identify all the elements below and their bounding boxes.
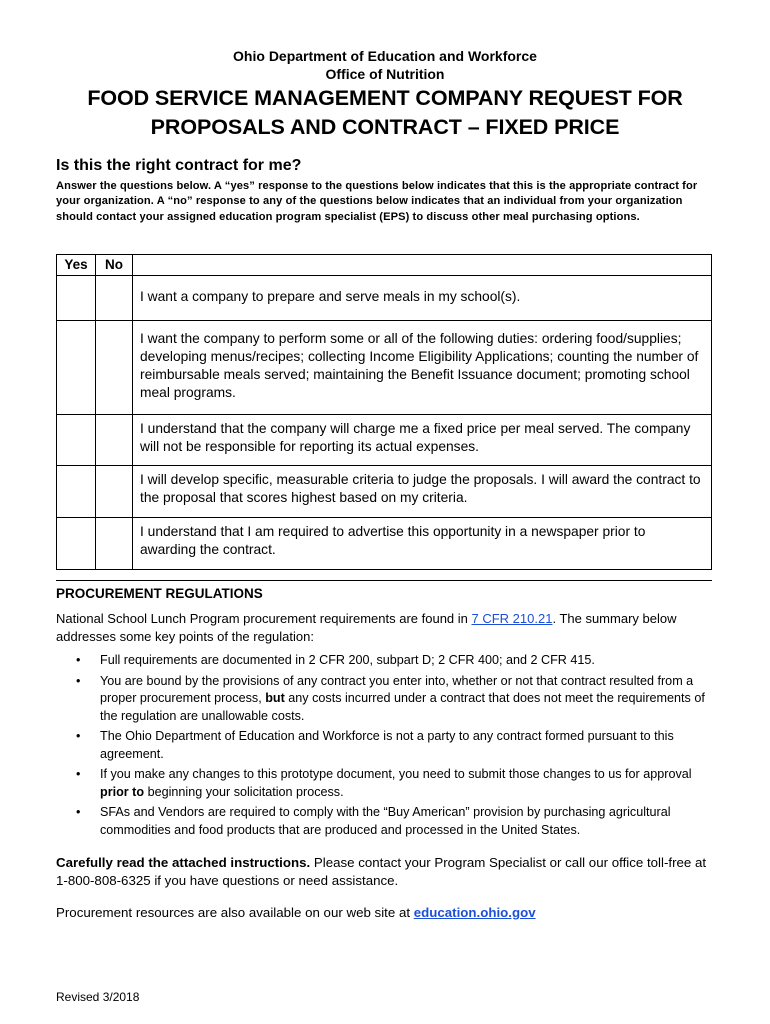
instructions-emphasis: Carefully read the attached instructions. [56, 855, 311, 870]
bullet-icon: • [76, 767, 81, 781]
no-checkbox[interactable] [96, 466, 133, 518]
eligibility-checklist [56, 254, 712, 570]
cfr-link[interactable]: 7 CFR 210.21 [471, 611, 553, 626]
table-row [57, 518, 712, 570]
checklist-header-row [57, 255, 712, 276]
no-column-header: No [96, 255, 133, 276]
yes-checkbox[interactable] [57, 276, 96, 321]
section-divider [56, 580, 712, 581]
instructions-note [56, 854, 721, 889]
bullet-text-end: beginning your solicitation process. [144, 784, 344, 799]
yes-checkbox[interactable] [57, 321, 96, 415]
statement-column-header [133, 255, 712, 276]
table-row [57, 466, 712, 518]
agency-header [0, 47, 770, 83]
table-row [57, 321, 712, 415]
bullet-text: You are bound by the provisions of any contract you enter into, whether or not that contract resulted from a proper procurement process, [100, 673, 694, 705]
website-link[interactable]: education.ohio.gov [413, 905, 536, 920]
list-item [56, 673, 716, 726]
revision-date: Revised 3/2018 [56, 990, 140, 1004]
bullet-text: The Ohio Department of Education and Workforce is not a party to any contract formed pursuant to this agreement. [100, 729, 674, 761]
questions-intro: Answer the questions below. A “yes” response to the questions below indicates that this is the appropriate contract for your organization. A “no” response to any of the questions below indicates that an individual from your organization should contact your assigned education program specialist (EPS) to discuss other meal purchasing options. [56, 180, 698, 223]
table-row [57, 415, 712, 466]
title-line-1: FOOD SERVICE MANAGEMENT COMPANY REQUEST FOR [87, 86, 683, 110]
bullet-text: If you make any changes to this prototype document, you need to submit those changes to us for approval [100, 767, 692, 781]
procurement-intro [56, 610, 721, 645]
yes-checkbox[interactable] [57, 415, 96, 466]
list-item [56, 766, 716, 801]
resources-text: Procurement resources are also available on our web site at [56, 905, 414, 920]
intro-text-end: . The summary below addresses some key points of the regulation: [56, 611, 677, 644]
bullet-emphasis: prior to [100, 784, 145, 799]
checklist-statement: I will develop specific, measurable criteria to judge the proposals. I will award the contract to the proposal that scores highest based on my criteria. [133, 466, 712, 518]
instructions-text: Please contact your Program Specialist or call our office toll-free at 1-800-808-6325 if you have questions or need assistance. [56, 855, 707, 888]
no-checkbox[interactable] [96, 518, 133, 570]
office-name: Office of Nutrition [325, 66, 445, 82]
resources-note [56, 904, 721, 922]
intro-text: National School Lunch Program procurement requirements are found in [56, 611, 472, 626]
questions-heading: Is this the right contract for me? [56, 157, 302, 174]
yes-checkbox[interactable] [57, 466, 96, 518]
regulation-list [56, 652, 716, 842]
list-item [56, 652, 716, 670]
no-checkbox[interactable] [96, 321, 133, 415]
yes-checkbox[interactable] [57, 518, 96, 570]
checklist-statement: I understand that the company will charge me a fixed price per meal served. The company will not be responsible for reporting its actual expenses. [133, 415, 712, 466]
bullet-emphasis: but [265, 691, 285, 705]
bullet-text: SFAs and Vendors are required to comply with the “Buy American” provision by purchasing agricultural commodities and food products that are produced and processed in the United States. [100, 805, 671, 837]
title-line-2: PROPOSALS AND CONTRACT – FIXED PRICE [150, 115, 620, 139]
bullet-text-end: any costs incurred under a contract that does not meet the requirements of the regulation are unallowable costs. [100, 691, 705, 723]
bullet-icon: • [76, 805, 81, 819]
procurement-heading: PROCUREMENT REGULATIONS [56, 586, 263, 601]
bullet-icon: • [76, 653, 81, 667]
list-item [56, 804, 716, 839]
yes-column-header: Yes [57, 255, 96, 276]
table-row [57, 276, 712, 321]
checklist-statement: I want a company to prepare and serve meals in my school(s). [133, 276, 712, 321]
bullet-icon: • [76, 673, 81, 688]
bullet-text: Full requirements are documented in 2 CFR 200, subpart D; 2 CFR 400; and 2 CFR 415. [100, 653, 595, 667]
no-checkbox[interactable] [96, 415, 133, 466]
document-title [40, 84, 730, 142]
bullet-icon: • [76, 729, 81, 743]
checklist-statement: I want the company to perform some or all of the following duties: ordering food/supplies; developing menus/recipes; collecting Income Eligibility Applications; counting the number of reimbursable meals served; maintaining the Benefit Issuance document; promoting school meal programs. [133, 321, 712, 415]
no-checkbox[interactable] [96, 276, 133, 321]
agency-name: Ohio Department of Education and Workforce [233, 48, 537, 64]
list-item [56, 728, 716, 763]
checklist-statement: I understand that I am required to advertise this opportunity in a newspaper prior to awarding the contract. [133, 518, 712, 570]
